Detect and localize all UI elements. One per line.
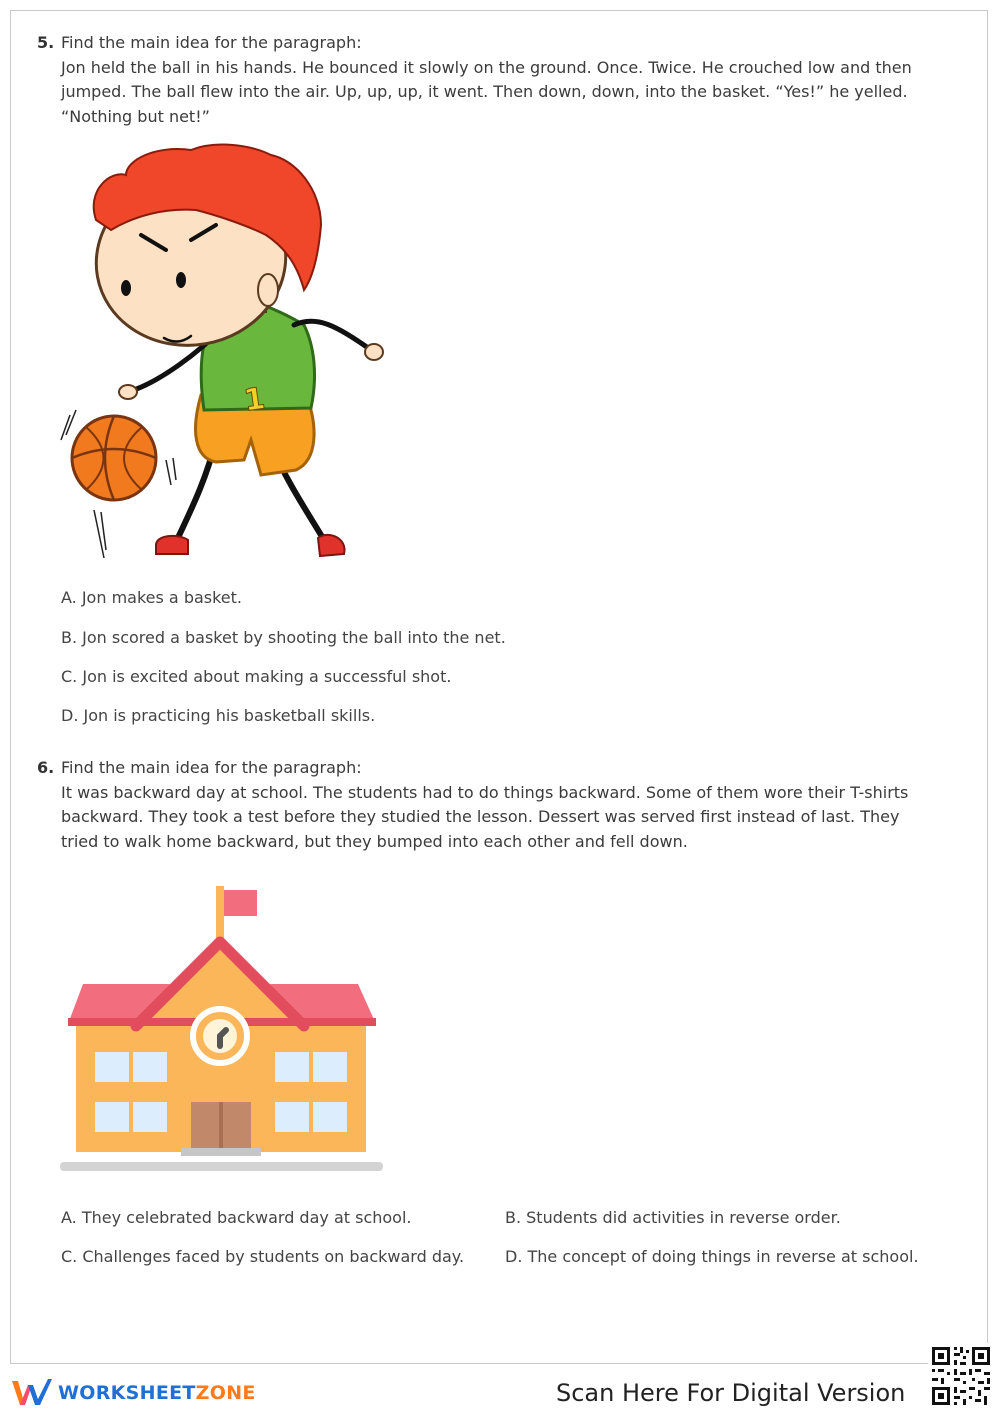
question-paragraph: Jon held the ball in his hands. He bounced it slowly on the ground. Once. Twice. He crouched low and then jumped. The ball flew into the air. Up, up, up, it went. Then down, down, into the basket. “Yes!” he yelled. “Nothing but net!” xyxy=(61,57,912,126)
q5-option-a[interactable]: A. Jon makes a basket. xyxy=(61,588,243,607)
basketball-boy-illustration xyxy=(56,140,396,575)
q5-option-c[interactable]: C. Jon is excited about making a successful shot. xyxy=(61,667,452,686)
q6-option-a[interactable]: A. They celebrated backward day at school. xyxy=(61,1208,412,1227)
q5-option-d[interactable]: D. Jon is practicing his basketball skills. xyxy=(61,706,376,725)
worksheetzone-logo[interactable] xyxy=(10,1375,256,1411)
scan-caption: Scan Here For Digital Version xyxy=(556,1379,906,1407)
q5-option-b[interactable]: B. Jon scored a basket by shooting the ball into the net. xyxy=(61,628,506,647)
logo-text-zone: ZONE xyxy=(195,1382,256,1404)
question-number: 5. xyxy=(37,33,55,52)
logo-text-worksheet: WORKSHEET xyxy=(58,1382,196,1404)
qr-code-icon[interactable] xyxy=(928,1343,994,1409)
question-prompt: Find the main idea for the paragraph: xyxy=(61,758,362,777)
q6-option-d[interactable]: D. The concept of doing things in reverse at school. xyxy=(505,1247,919,1266)
question-5 xyxy=(37,31,937,129)
question-number: 6. xyxy=(37,758,55,777)
question-prompt: Find the main idea for the paragraph: xyxy=(61,33,362,52)
q6-option-b[interactable]: B. Students did activities in reverse order. xyxy=(505,1208,841,1227)
question-paragraph: It was backward day at school. The students had to do things backward. Some of them wore their T-shirts backward. They took a test before they studied the lesson. Dessert was served first instead of last. They tried to walk home backward, but they bumped into each other and fell down. xyxy=(61,782,909,851)
school-building-illustration xyxy=(58,884,388,1174)
w-logo-icon xyxy=(10,1377,52,1409)
q6-option-c[interactable]: C. Challenges faced by students on backward day. xyxy=(61,1247,465,1266)
jersey-number: 1 xyxy=(241,381,268,419)
question-6 xyxy=(37,756,937,854)
